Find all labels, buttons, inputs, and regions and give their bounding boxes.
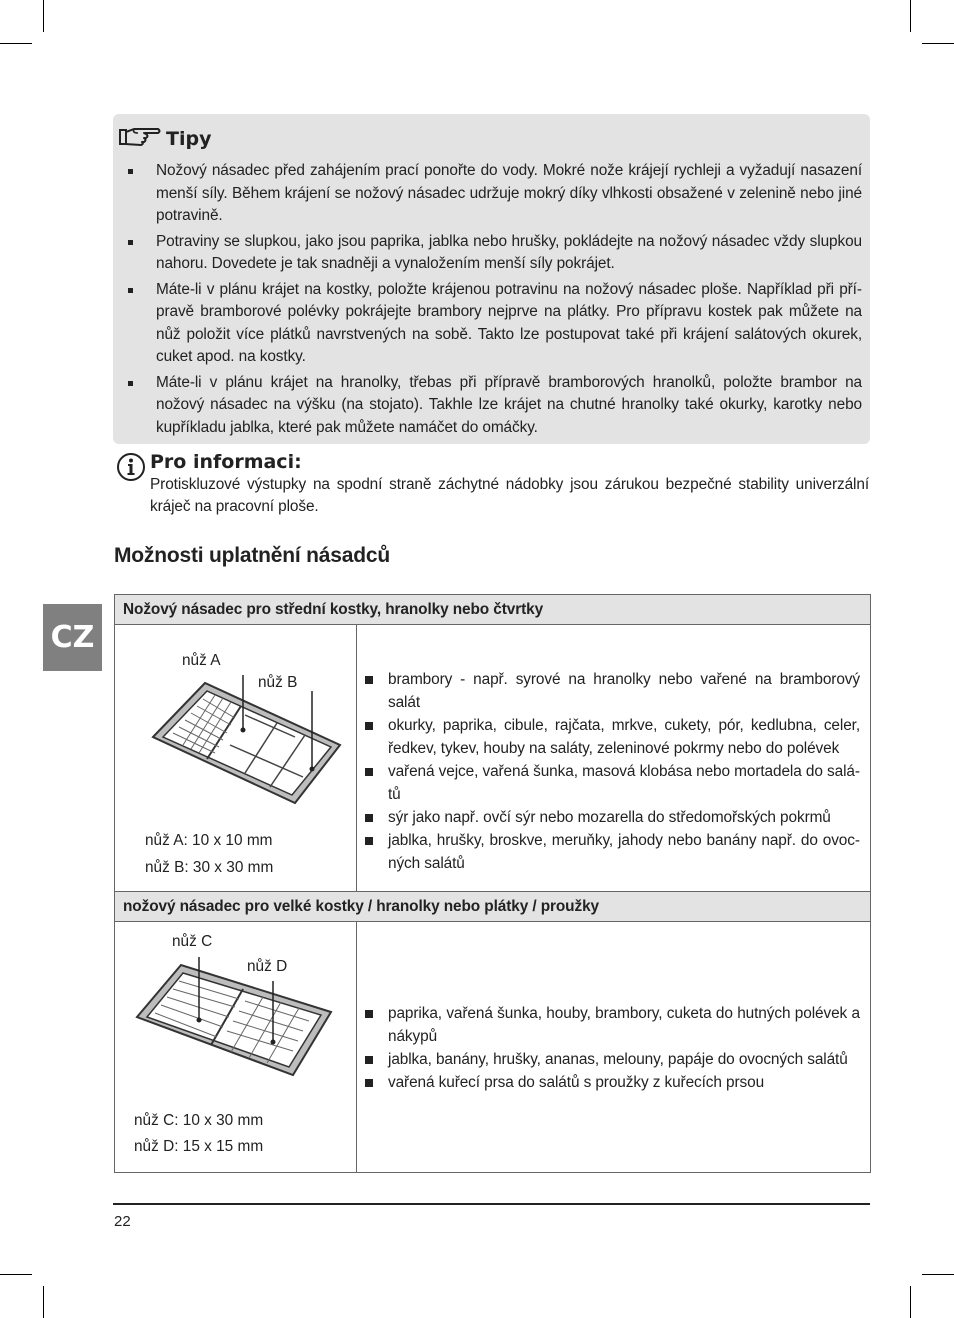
insert-cd-illustration: [133, 957, 333, 1082]
tip-item: Máte-li v plánu krájet na kostky, položte krájenou potravinu na nožový násadec ploše. Například při přípravě bramborové polévky pokrájejte brambory nejprve na plátky. Pro přípravu kostek pak můžete na nůž položit více plátků navrstvených na sobě. Takto lze postupovat také při krájení salátových okurek, cuket apod. na kostky.: [128, 279, 862, 369]
tips-list: [128, 160, 862, 442]
table-row-header: Nožový násadec pro střední kostky, hranolky nebo čtvrtky: [115, 595, 870, 625]
pointing-hand-icon: [118, 124, 162, 153]
use-item: okurky, paprika, cibule, rajčata, mrkve, cukety, pór, kedlubna, celer, ředkev, tykev, houby na saláty, zeleninové pokrmy nebo do polévek: [365, 714, 860, 760]
table-row-header: nožový násadec pro velké kostky / hranolky nebo plátky / proužky: [115, 892, 870, 922]
footer-divider: [113, 1203, 870, 1205]
info-title: Pro informaci:: [150, 451, 302, 473]
attachments-table: [114, 594, 871, 1173]
blade-c-size: nůž C: 10 x 30 mm: [134, 1112, 264, 1129]
blade-b-label: nůž B: [258, 674, 298, 691]
tips-title: Tipy: [166, 127, 212, 150]
use-item: brambory - např. syrové na hranolky nebo vařené na bramborový salát: [365, 668, 860, 714]
use-item: vařená vejce, vařená šunka, masová klobása nebo mortadela do salátů: [365, 760, 860, 806]
crop-mark: [922, 1274, 954, 1275]
blade-a-size: nůž A: 10 x 10 mm: [145, 832, 273, 849]
uses-list: [365, 668, 860, 875]
section-title: Možnosti uplatnění násadců: [114, 544, 390, 567]
info-icon: [116, 452, 146, 487]
tips-header: [118, 124, 211, 153]
blade-b-size: nůž B: 30 x 30 mm: [145, 859, 274, 876]
info-text: Protiskluzové výstupky na spodní straně záchytné nádobky jsou zárukou bezpečné stability univerzální kráječ na pracovní ploše.: [150, 476, 869, 515]
crop-mark: [922, 43, 954, 44]
column-divider: [356, 922, 357, 1172]
crop-mark: [43, 0, 44, 32]
crop-mark: [910, 0, 911, 32]
crop-mark: [0, 1274, 32, 1275]
language-tab: CZ: [43, 604, 102, 671]
use-item: paprika, vařená šunka, houby, brambory, cuketa do hutných polévek a nákypů: [365, 1002, 860, 1048]
use-item: sýr jako např. ovčí sýr nebo mozarella do středomořských pokrmů: [365, 806, 860, 829]
crop-mark: [0, 43, 32, 44]
use-item: jablka, hrušky, broskve, meruňky, jahody nebo banány např. do ovocných salátů: [365, 829, 860, 875]
crop-mark: [910, 1286, 911, 1318]
blade-c-label: nůž C: [172, 933, 213, 950]
blade-d-size: nůž D: 15 x 15 mm: [134, 1138, 264, 1155]
crop-mark: [43, 1286, 44, 1318]
use-item: jablka, banány, hrušky, ananas, melouny, papáje do ovocných salátů: [365, 1048, 860, 1071]
page-number: 22: [114, 1213, 131, 1230]
tip-item: Nožový násadec před zahájením prací ponořte do vody. Mokré nože krájejí rychleji a vyžadují nasazení menší síly. Během krájení se nožový násadec udržuje mokrý díky vlhkosti obsažené v zelenině nebo jiné potravině.: [128, 160, 862, 228]
tip-item: Máte-li v plánu krájet na hranolky, třebas při přípravě bramborových hranolků, položte brambor na nožový násadec na výšku (na stojato). Takhle lze krájet na chutné hranolky také okurky, karotky nebo kupříkladu jablka, které pak můžete namáčet do omáčky.: [128, 372, 862, 440]
use-item: vařená kuřecí prsa do salátů s proužky z kuřecích prsou: [365, 1071, 860, 1094]
blade-d-label: nůž D: [247, 958, 288, 975]
insert-abcd-illustration: [145, 675, 345, 810]
column-divider: [356, 625, 357, 891]
blade-a-label: nůž A: [182, 652, 221, 669]
uses-list: [365, 1002, 860, 1094]
tip-item: Potraviny se slupkou, jako jsou paprika, jablka nebo hrušky, pokládejte na nožový násadec vždy slupkou nahoru. Dovedete je tak snadněji a vynaložením menší síly pokrájet.: [128, 231, 862, 276]
